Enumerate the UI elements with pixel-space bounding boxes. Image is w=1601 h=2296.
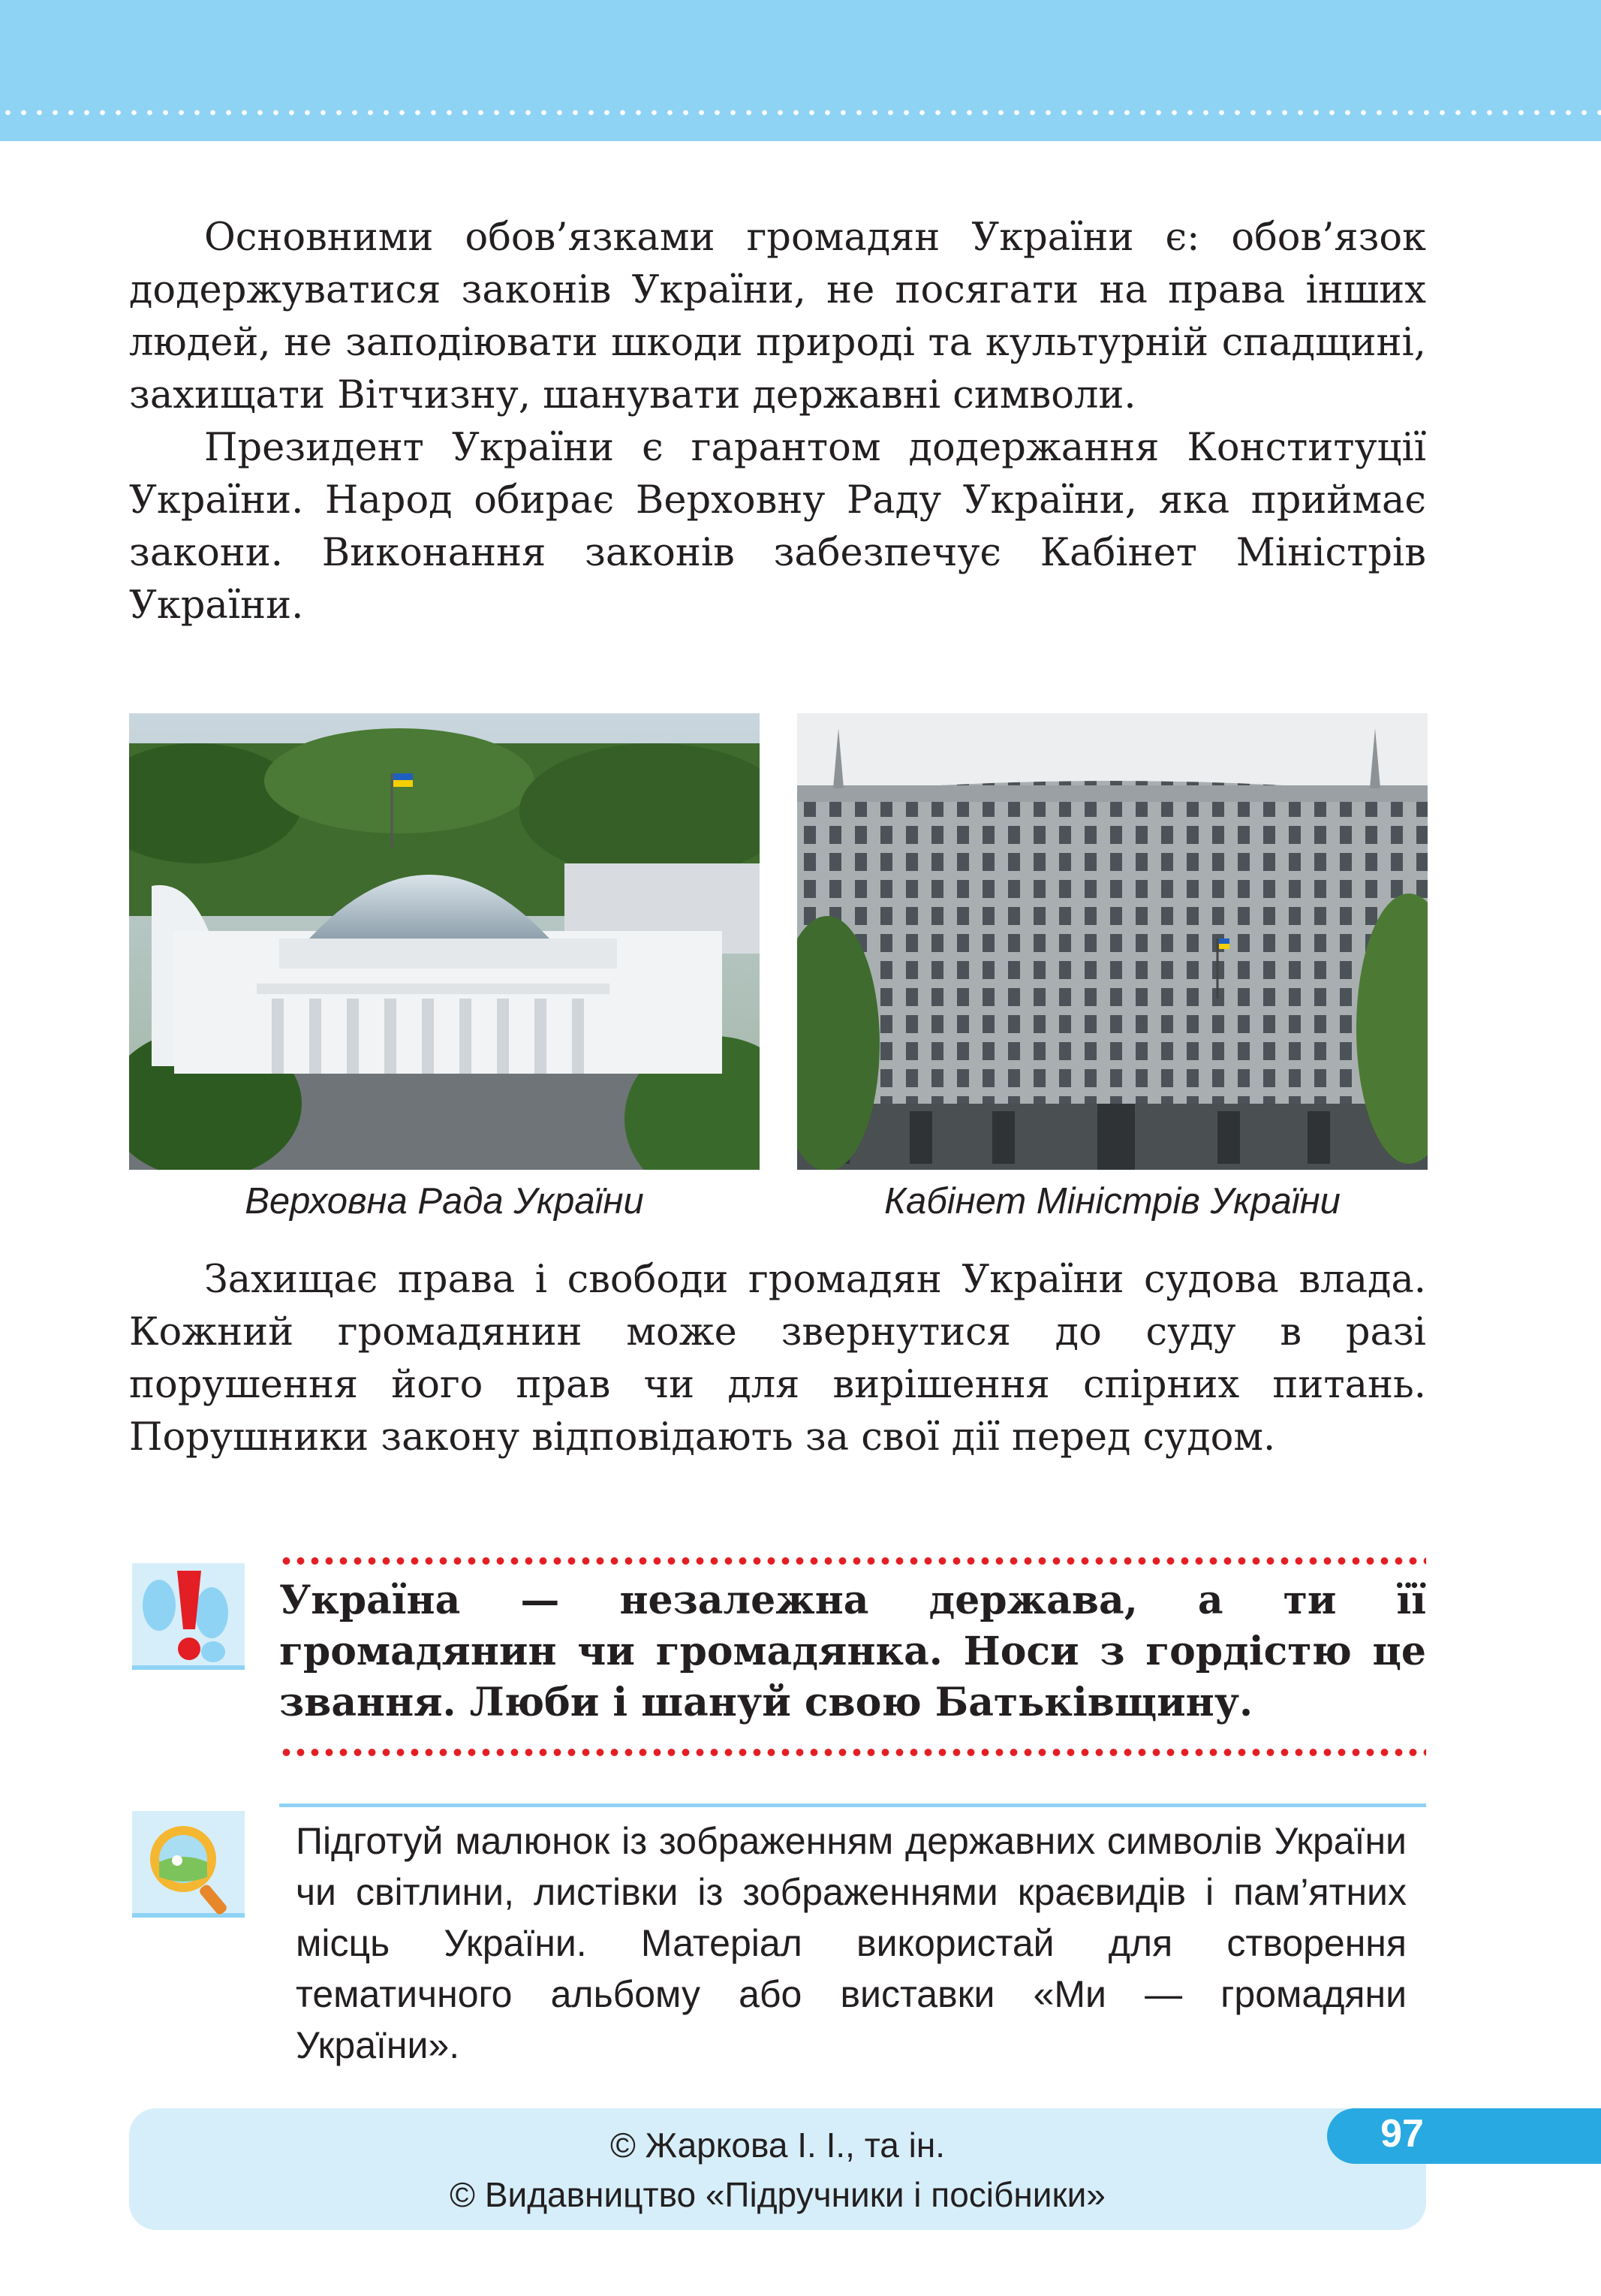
cabinet-ministers-caption: Кабінет Міністрів України [884, 1181, 1341, 1222]
verkhovna-rada-caption: Верховна Рада України [245, 1181, 644, 1222]
courts-text-block [129, 1254, 1426, 1464]
courts-paragraph: Захищає права і свободи громадян України судова влада. Кожний громадянин може звернутися до суду в разі порушення його прав чи для вирішення спірних питань. Порушники закону відповідають за свої дії перед судом. [129, 1258, 1426, 1460]
magnifier-icon [129, 1808, 249, 1921]
exclamation-footprints-icon [129, 1560, 249, 1673]
task-text: Підготуй малюнок із зображенням державних символів України чи світлини, листівки із зображеннями краєвидів і пам’ятних місць України. Матеріал використай для створення тематичного альбому або виставки «Ми — громадяни України». [296, 1820, 1407, 2066]
duties-text-block [129, 212, 1426, 632]
remember-top-dotted-line [279, 1556, 1426, 1565]
cabinet-ministers-photo [797, 713, 1428, 1170]
copyright-publisher: © Видавництво «Підручники і посібники» [450, 2175, 1106, 2214]
verkhovna-rada-photo [129, 713, 760, 1170]
remember-bottom-dotted-line [279, 1748, 1426, 1757]
copyright-authors: © Жаркова І. І., та ін. [609, 2126, 946, 2165]
header-band [0, 0, 1601, 141]
page-number: 97 [1380, 2112, 1424, 2156]
duties-paragraph: Основними обов’язками громадян України є: обов’язок додержуватися законів України, не посягати на права інших людей, не заподіювати шкоди природі та культурній спадщині, захищати Вітчизну, шанувати державні символи. [129, 215, 1426, 417]
task-top-line [279, 1803, 1426, 1807]
header-dotted-line [0, 110, 1601, 116]
remember-text: Україна — незалежна держава, а ти її громадянин чи громадянка. Носи з гордістю це звання. Люби і шануй свою Батьківщину. [279, 1577, 1426, 1725]
president-paragraph: Президент України є гарантом додержання Конституції України. Народ обирає Верховну Раду України, яка приймає закони. Виконання законів забезпечує Кабінет Міністрів України. [129, 426, 1426, 628]
